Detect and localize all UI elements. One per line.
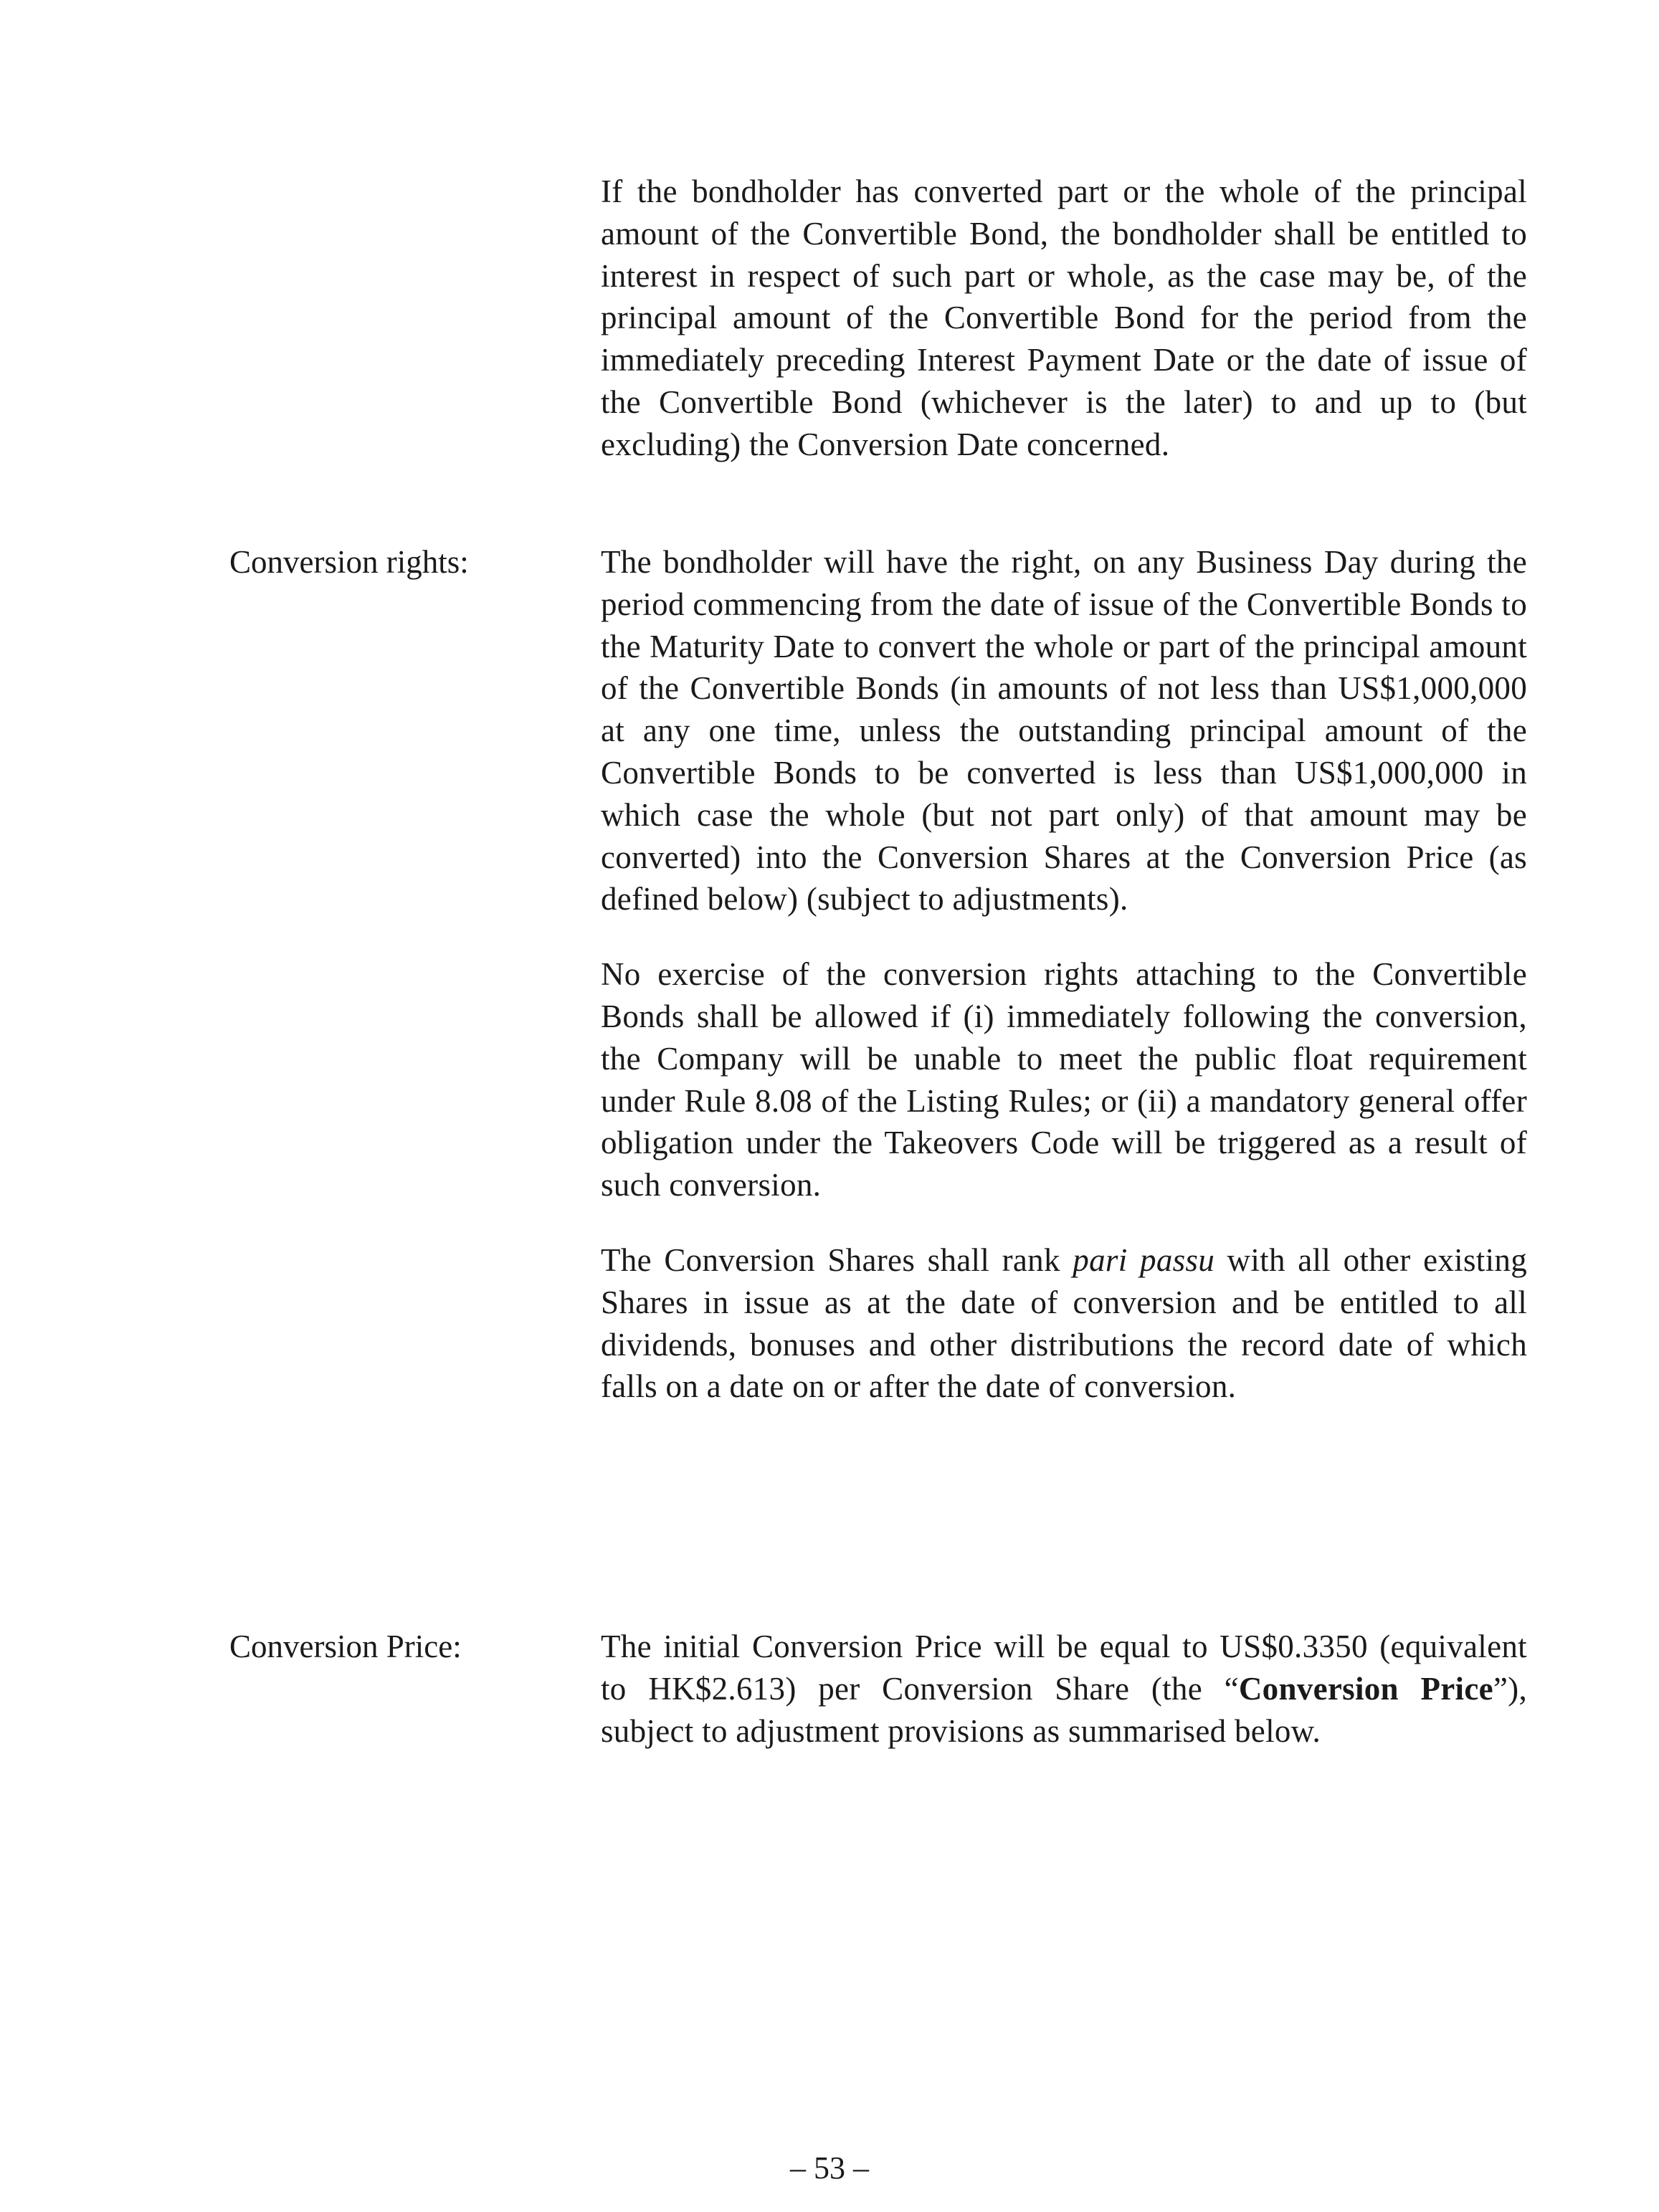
conversion-rights-paragraph-3 <box>601 1239 1527 1408</box>
conversion-price-defined-term: Conversion Price <box>1238 1670 1493 1707</box>
conversion-rights-label: Conversion rights: <box>229 544 469 580</box>
ranking-text-end: with all other existing Shares in issue as at the date of conversion and be entitled to all dividends, bonuses and other distributions the record date of which falls on a date on or after the date of conversion. <box>601 1241 1527 1405</box>
interest-continuation-paragraph: If the bondholder has converted part or the whole of the principal amount of the Convertible Bond, the bondholder shall be entitled to interest in respect of such part or whole, as the case may be, of the principal amount of the Convertible Bond for the period from the immediately preceding Interest Payment Date or the date of issue of the Convertible Bond (whichever is the later) to and up to (but excluding) the Conversion Date concerned. <box>601 173 1527 462</box>
conversion-rights-body <box>601 541 1527 1408</box>
conversion-rights-paragraph-2: No exercise of the conversion rights attaching to the Convertible Bonds shall be allowed if (i) immediately following the conversion, the Company will be unable to meet the public float requirement under Rule 8.08 of the Listing Rules; or (ii) a mandatory general offer obligation under the Takeovers Code will be triggered as a result of such conversion. <box>601 956 1527 1203</box>
conversion-price-text-end: ”), subject to adjustment provisions as summarised below. <box>601 1670 1527 1749</box>
conversion-price-label: Conversion Price: <box>229 1629 462 1664</box>
page-number: – 53 – <box>790 2150 869 2185</box>
conversion-price-body <box>601 1626 1527 1752</box>
interest-continuation-body <box>601 171 1527 466</box>
conversion-price-paragraph <box>601 1626 1527 1752</box>
ranking-text-start: The Conversion Shares shall rank <box>601 1241 1073 1278</box>
conversion-price-text-start: The initial Conversion Price will be equal to US$0.3350 (equivalent to HK$2.613) per Conversion Share (the “ <box>601 1629 1527 1707</box>
conversion-rights-paragraph-1: The bondholder will have the right, on any Business Day during the period commencing from the date of issue of the Convertible Bonds to the Maturity Date to convert the whole or part of the principal amount of the Convertible Bonds (in amounts of not less than US$1,000,000 at any one time, unless the outstanding principal amount of the Convertible Bonds to be converted is less than US$1,000,000 in which case the whole (but not part only) of that amount may be converted) into the Conversion Shares at the Conversion Price (as defined below) (subject to adjustments). <box>601 544 1527 917</box>
pari-passu-term: pari passu <box>1073 1241 1215 1278</box>
